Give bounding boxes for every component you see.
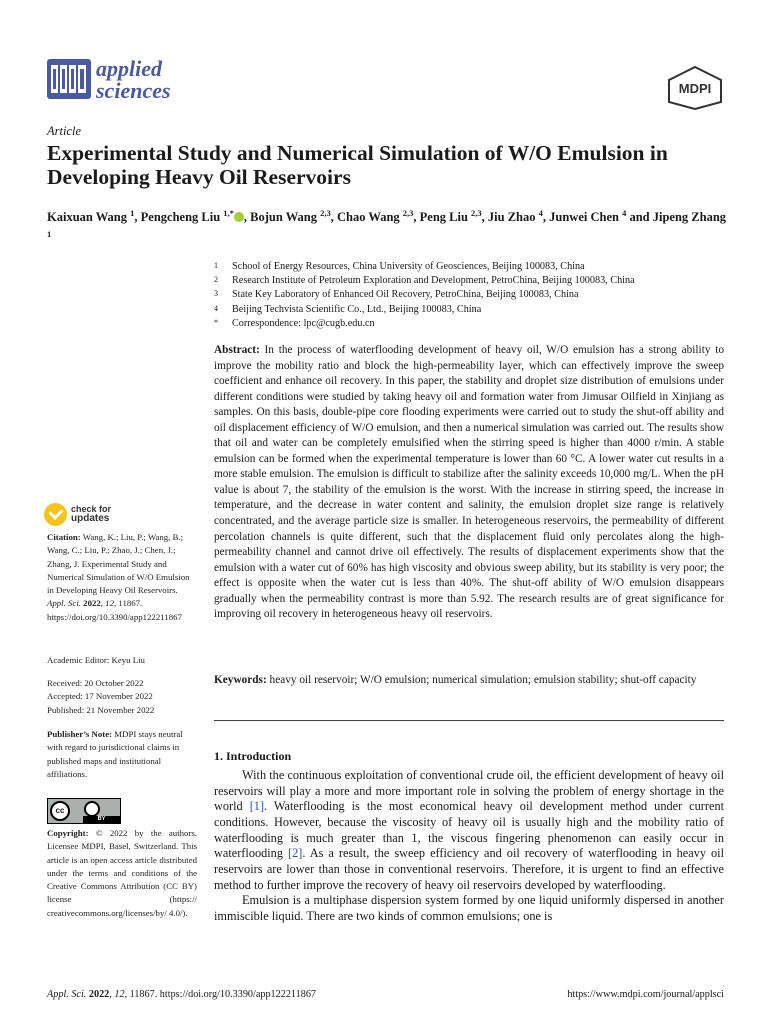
section-heading-introduction: 1. Introduction bbox=[214, 749, 292, 763]
attribution-icon bbox=[84, 801, 100, 817]
received-date: Received: 20 October 2022 bbox=[47, 678, 144, 688]
accepted-date: Accepted: 17 November 2022 bbox=[47, 691, 153, 702]
affiliation-text: School of Energy Resources, China University of Geosciences, Beijing 100083, China bbox=[232, 261, 585, 272]
author-name: Bojun Wang bbox=[250, 210, 321, 225]
affiliation-number: 2 bbox=[214, 275, 218, 285]
affiliation-text: Research Institute of Petroleum Exploration and Development, PetroChina, Beijing 100083, China bbox=[232, 275, 635, 287]
author-name: Kaixuan Wang bbox=[47, 210, 131, 225]
cc-by-label: BY bbox=[83, 816, 120, 823]
author-name: Pengcheng Liu bbox=[140, 210, 224, 225]
footer-citation: Appl. Sci. 2022, 12, 11867. https://doi.org/10.3390/app122211867 bbox=[47, 989, 317, 1000]
journal-logo-icon bbox=[47, 59, 91, 99]
citation-doi-link[interactable]: , 11867. https://doi.org/10.3390/app122211867 bbox=[47, 598, 182, 622]
author-list: Kaixuan Wang $^1$, Pengcheng Liu $^{1,*}$ , Bojun Wang $^{2,3}$, Chao Wang $^{2,3}$, Peng Liu $^{2,3}$, Jiu Zhao $^4$, Junwei Chen $^4$ and Jipeng Zhang $^1$ bbox=[47, 208, 727, 240]
orcid-icon[interactable] bbox=[234, 212, 244, 222]
affiliation-item bbox=[214, 288, 734, 302]
author-affiliation-sup: 1 bbox=[47, 229, 52, 240]
affiliations bbox=[214, 260, 734, 331]
abstract bbox=[214, 343, 724, 623]
article-dates bbox=[47, 677, 197, 717]
mdpi-logo-icon bbox=[666, 66, 724, 110]
abstract-label: Abstract: bbox=[214, 344, 260, 356]
check-icon bbox=[44, 503, 67, 526]
author-affiliation-sup: 2,3 bbox=[402, 208, 414, 218]
keywords bbox=[214, 673, 724, 689]
published-date: Published: 21 November 2022 bbox=[47, 704, 155, 715]
cc-icon: cc bbox=[50, 801, 70, 821]
copyright-notice: Copyright: © 2022 by the authors. Licensee MDPI, Basel, Switzerland. This article is an open access article distributed under the terms and conditions of the Creative Commons Attribution (CC BY) license (https:// creativecommons.org/licenses/by/ 4.0/). bbox=[47, 828, 197, 918]
reference-link-2[interactable]: [2] bbox=[288, 846, 303, 861]
author-name: Peng Liu bbox=[419, 210, 472, 225]
intro-paragraph-1: With the continuous exploitation of conventional crude oil, the efficient development of heavy oil reservoirs will play a more and more important role in solving the problem of energy shortage in the world [1]. Waterflooding is the most economical heavy oil development method under current conditions. However, because the viscosity of heavy oil is usually high and the mobility ratio of waterflooding is much greater than 1, the viscous fingering phenomenon can easily occur in waterflooding [2]. As a result, the sweep efficiency and oil recovery of waterflooding in heavy oil reservoirs are lower than those in conventional reservoirs. Therefore, it is urgent to find an effective method to further improve the recovery of heavy oil reservoirs developed by waterflooding. bbox=[214, 768, 725, 892]
keywords-text: heavy oil reservoir; W/O emulsion; numerical simulation; emulsion stability; shut-off capacity bbox=[269, 674, 697, 686]
affiliation-item bbox=[214, 274, 734, 288]
academic-editor: Academic Editor: Keyu Liu bbox=[47, 655, 145, 665]
affiliation-number: 1 bbox=[214, 261, 218, 270]
page-title: Experimental Study and Numerical Simulation of W/O Emulsion in Developing Heavy Oil Reservoirs bbox=[47, 141, 668, 189]
journal-name-line2: sciences bbox=[96, 78, 171, 103]
author-affiliation-sup: 4 bbox=[622, 208, 627, 218]
affiliation-item bbox=[214, 317, 734, 331]
cc-license-icon[interactable] bbox=[47, 798, 121, 824]
author-name: Jiu Zhao bbox=[487, 210, 539, 225]
affiliation-item bbox=[214, 303, 734, 317]
author-name: Jipeng Zhang bbox=[652, 210, 727, 225]
journal-name-line1: applied bbox=[96, 56, 162, 81]
author-name: Junwei Chen bbox=[549, 210, 623, 225]
keywords-label: Keywords: bbox=[214, 674, 267, 686]
author-affiliation-sup: 1 bbox=[130, 208, 135, 218]
journal-name bbox=[96, 58, 171, 102]
author-affiliation-sup: 2,3 bbox=[320, 208, 331, 218]
publisher-name: MDPI bbox=[678, 81, 712, 96]
author-name: Chao Wang bbox=[337, 210, 403, 225]
affiliation-number: 4 bbox=[214, 303, 218, 313]
author-affiliation-sup: 2,3 bbox=[471, 208, 482, 218]
introduction-body bbox=[214, 768, 724, 925]
section-divider bbox=[214, 720, 724, 721]
author-affiliation-sup: 1,* bbox=[223, 208, 234, 218]
citation: Citation: Wang, K.; Liu, P.; Wang, B.; Wang, C.; Liu, P.; Zhao, J.; Chen, J.; Zhang, J. Experimental Study and Numerical Simulation of W/O Emulsion in Developing Heavy Oil Reservoirs. Appl. Sci. 2022, 12, 11867. https://doi.org/10.3390/app122211867 bbox=[47, 532, 190, 622]
check-line2: updates bbox=[71, 513, 110, 524]
publishers-note: Publisher’s Note: MDPI stays neutral with regard to jurisdictional claims in published maps and institutional affiliations. bbox=[47, 729, 183, 779]
abstract-text: In the process of waterflooding development of heavy oil, W/O emulsion has a strong ability to improve the mobility ratio and block the high-permeability layer, which can effectively improve the sweep coefficient and enhance oil recovery. In this paper, the stability and droplet size distribution of emulsions under different conditions were studied by taking heavy oil and formation water from Jimusar Oilfield in Xinjiang as samples. On this basis, double-pipe core flooding experiments were carried out to study the shut-off ability and oil displacement efficiency of W/O emulsion, and then a numerical simulation was carried out. The results show that oil and water can be completely emulsified when the stirring speed is higher than 4000 r/min. A stable emulsion can be formed when the experimental temperature is lower than 60 °C. A lower water cut results in a more stable emulsion. The emulsion is difficult to stabilize after the salinity exceeds 10,000 mg/L. When the pH value is about 7, the stability of the emulsion is the worst. With the increase in stirring speed, the increase in temperature, and the decrease in water content and salinity, the emulsion droplet size range is relatively concentrated, and the average particle size is smaller. In heterogeneous reservoirs, the permeability of different percolation channels is quite different, such that the displacement fluid only percolates along the high-permeability channel and cannot drive oil effectively. The results of displacement experiments show that the emulsion with a water cut of 60% has high viscosity and obvious sweep ability, but its stability is very poor; the effect is opposite when the water cut is less than 40%. The shut-off ability of W/O emulsion disappears gradually when the permeability contrast is more than 5.92. The research results are of great significance for improving oil recovery in heterogeneous heavy oil reservoirs. bbox=[214, 344, 724, 621]
author-affiliation-sup: 4 bbox=[538, 208, 543, 218]
article-type: Article bbox=[47, 124, 82, 138]
check-for-updates-button[interactable] bbox=[44, 503, 164, 527]
check-line1: check for bbox=[71, 504, 112, 514]
affiliation-item bbox=[214, 260, 734, 274]
affiliation-text: Correspondence: lpc@cugb.edu.cn bbox=[232, 317, 375, 329]
footer-journal-url[interactable]: https://www.mdpi.com/journal/applsci bbox=[567, 989, 724, 1000]
affiliation-number: 3 bbox=[214, 289, 218, 299]
reference-link-1[interactable]: [1] bbox=[249, 799, 265, 814]
affiliation-text: Beijing Techvista Scientific Co., Ltd., Beijing 100083, China bbox=[232, 303, 482, 315]
affiliation-text: State Key Laboratory of Enhanced Oil Recovery, PetroChina, Beijing 100083, China bbox=[232, 289, 579, 301]
affiliation-number: * bbox=[214, 317, 218, 327]
intro-paragraph-2: Emulsion is a multiphase dispersion system formed by one liquid uniformly dispersed in another immiscible liquid. There are two kinds of common emulsions; one is bbox=[214, 893, 724, 923]
